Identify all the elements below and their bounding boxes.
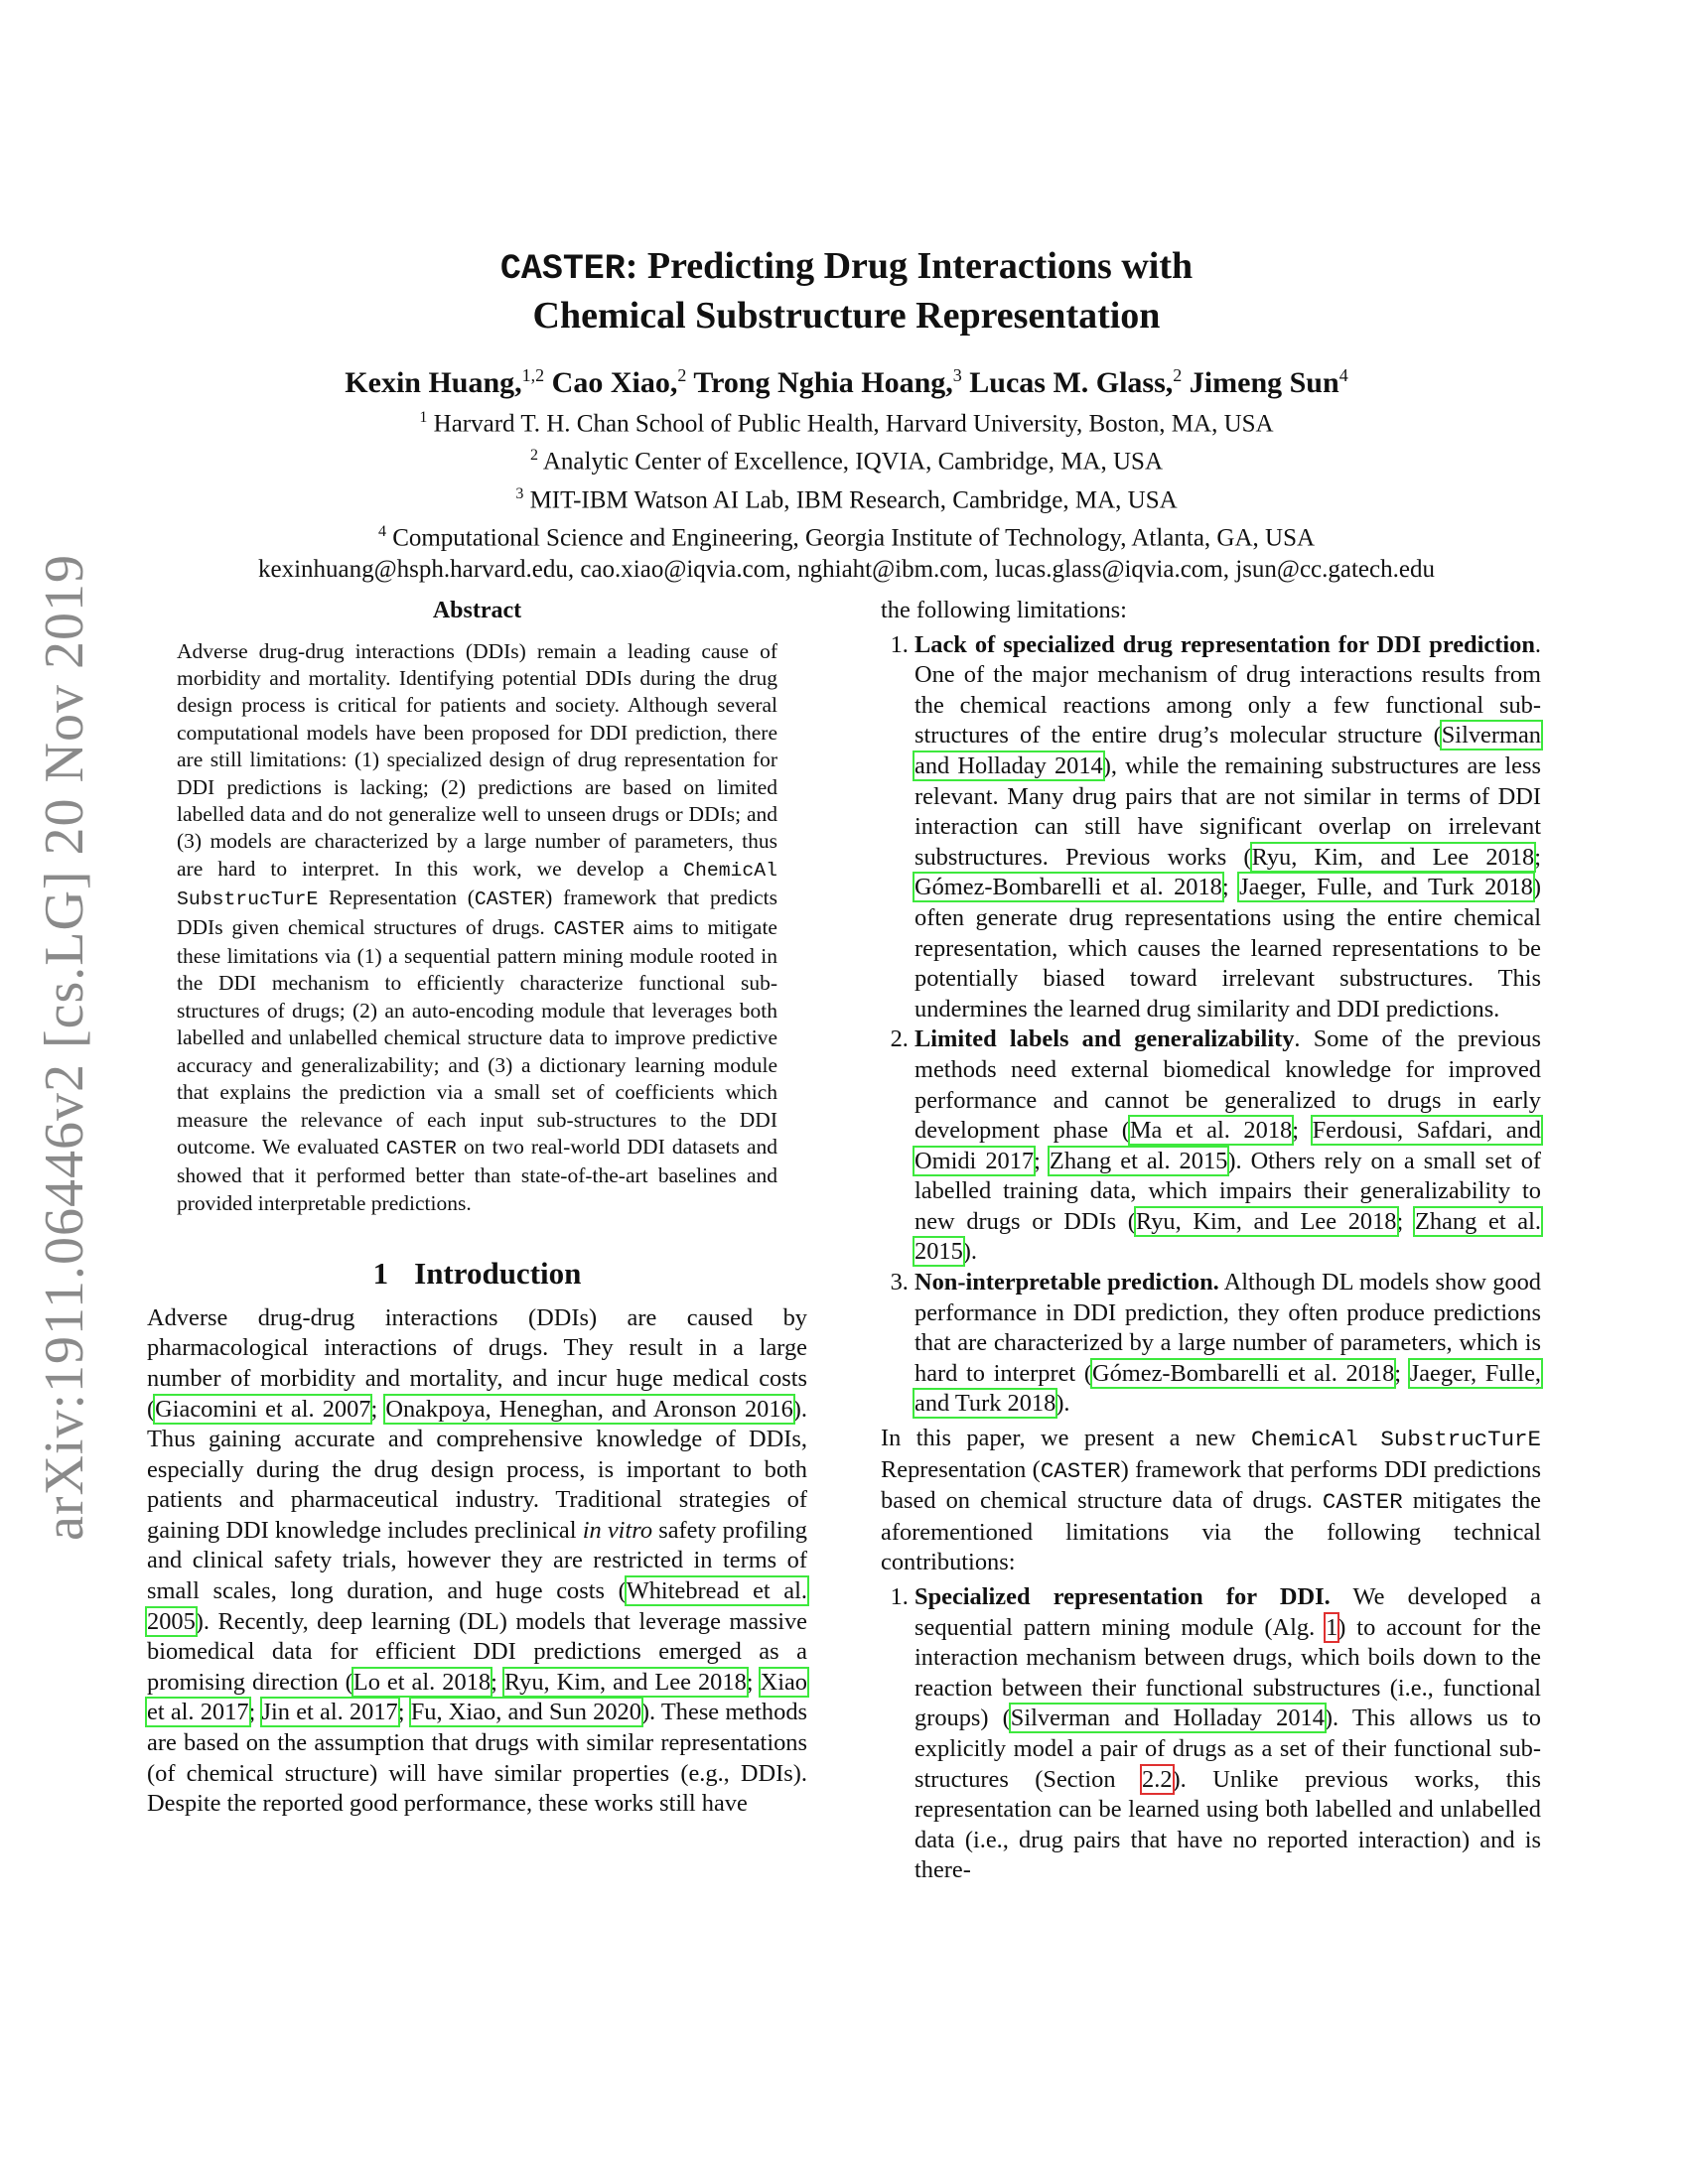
citation-link[interactable]: Jin et al. 2017: [261, 1699, 398, 1726]
author: Lucas M. Glass,$^2$: [969, 365, 1183, 399]
citation-link[interactable]: Ryu, Kim, and Lee 2018: [1251, 843, 1535, 871]
author-emails: kexinhuang@hsph.harvard.edu, cao.xiao@iqvia.com, nghiaht@ibm.com, lucas.glass@iqvia.com, jsun@cc.gatech.edu: [258, 556, 1435, 584]
author: Trong Nghia Hoang,$^3$: [693, 365, 962, 399]
citation-link[interactable]: Ferdousi, Safdari, and Omidi 2017: [914, 1117, 1541, 1174]
contribution-paragraph: In this paper, we present a new ChemicAl SubstrucTurE Representation (CASTER) framework that performs DDI predictions based on chemical structure data of drugs. CASTER mitigates the aforementioned limitations via the following technical contributions:: [881, 1425, 1541, 1576]
list-item: 2. Limited labels and generalizability. Some of the previous methods need external biomedical knowledge for improved performance and cannot be generalized to drugs in early development phase (Ma et al. 2018; Ferdousi, Safdari, and Omidi 2017; Zhang et al. 2015). Others rely on a small set of labelled training data, which impairs their generalizability to new drugs or DDIs (Ryu, Kim, and Lee 2018; Zhang et al. 2015).: [914, 1024, 1541, 1268]
section-heading-introduction: 1 Introduction: [372, 1256, 582, 1292]
arxiv-identifier: arXiv:1911.06446v2 [cs.LG] 20 Nov 2019: [34, 553, 95, 1542]
title-caster: CASTER: [499, 250, 626, 289]
citation-link[interactable]: Ryu, Kim, and Lee 2018: [1135, 1207, 1397, 1235]
citation-link[interactable]: Onakpoya, Heneghan, and Aronson 2016: [385, 1395, 793, 1423]
citation-link[interactable]: Gómez-Bombarelli et al. 2018: [914, 874, 1222, 901]
author: Cao Xiao,$^2$: [551, 365, 687, 399]
citation-link[interactable]: Fu, Xiao, and Sun 2020: [410, 1699, 641, 1726]
citation-link[interactable]: Ma et al. 2018: [1129, 1117, 1293, 1145]
citation-link[interactable]: Jaeger, Fulle, and Turk 2018: [1239, 874, 1533, 901]
right-column: [881, 596, 1541, 1890]
list-item: 1. Lack of specialized drug representation for DDI prediction. One of the major mechanism of drug interactions results from the chemical reactions among only a few functional sub-structures of the entire drug’s molecular structure (Silverman and Holladay 2014), while the remaining substructures are less relevant. Many drug pairs that are not similar in terms of DDI interaction can still have significant overlap on irrelevant substructures. Previous works (Ryu, Kim, and Lee 2018; Gómez-Bombarelli et al. 2018; Jaeger, Fulle, and Turk 2018) often generate drug representations using the entire chemical representation, which causes the learned representations to be potentially biased toward irrelevant substructures. This undermines the learned drug similarity and DDI predictions.: [914, 630, 1541, 1025]
citation-link[interactable]: Ryu, Kim, and Lee 2018: [503, 1668, 747, 1696]
algorithm-ref-link[interactable]: 1: [1326, 1613, 1338, 1641]
section-ref-link[interactable]: 2.2: [1142, 1765, 1173, 1793]
abstract-heading: Abstract: [432, 598, 522, 623]
limitations-lead: the following limitations:: [881, 597, 1127, 623]
limitations-list: [881, 630, 1541, 1420]
affiliation: $^2$ Analytic Center of Excellence, IQVIA, Cambridge, MA, USA: [529, 447, 1163, 476]
citation-link[interactable]: Whitebread et al. 2005: [147, 1577, 807, 1635]
left-column: [147, 596, 807, 1820]
paper-title: CASTER: Predicting Drug Interactions with Chemical Substructure Representation: [499, 245, 1194, 337]
intro-paragraph: Adverse drug-drug interactions (DDIs) are caused by pharmacological interactions of drugs. They result in a large number of morbidity and mortality, and incur huge medical costs (Giacomini et al. 2007; Onakpoya, Heneghan, and Aronson 2016). Thus gaining accurate and comprehensive knowledge of DDIs, especially during the drug design process, is important to both patients and pharmaceutical industry. Traditional strategies of gaining DDI knowledge includes preclinical in vitro safety profiling and clinical safety trials, however they are restricted in terms of small scales, long duration, and huge costs (Whitebread et al. 2005). Recently, deep learning (DL) models that leverage massive biomedical data for efficient DDI predictions emerged as a promising direction (Lo et al. 2018; Ryu, Kim, and Lee 2018; Xiao et al. 2017; Jin et al. 2017; Fu, Xiao, and Sun 2020). These methods are based on the assumption that drugs with similar representations (of chemical structure) will have similar properties (e.g., DDIs). Despite the reported good performance, these works still have: [147, 1303, 808, 1818]
citation-link[interactable]: Xiao et al. 2017: [147, 1668, 808, 1726]
author-list: [149, 356, 1544, 402]
affiliation: $^4$ Computational Science and Engineering, Georgia Institute of Technology, Atlanta, GA, USA: [377, 522, 1316, 552]
abstract-text: Adverse drug-drug interactions (DDIs) remain a leading cause of morbidity and mortality. Identifying potential DDIs during the drug design process is critical for patients and society. Although several computational models have been proposed for DDI prediction, there are still limitations: (1) specialized design of drug representation for DDI predictions is lacking; (2) predictions are based on limited labelled data and do not generalize well to unseen drugs or DDIs; and (3) models are characterized by a large number of parameters, thus are hard to interpret. In this work, we develop a ChemicAl SubstrucTurE Representation (CASTER) framework that predicts DDIs given chemical structures of drugs. CASTER aims to mitigate these limitations via (1) a sequential pattern mining module rooted in the DDI mechanism to efficiently characterize functional sub-structures of drugs; (2) an auto-encoding module that leverages both labelled and unlabelled chemical structure data to improve predictive accuracy and generalizability; and (3) a dictionary learning module that explains the prediction via a small set of coefficients which measure the relevance of each input sub-structures to the DDI outcome. We evaluated CASTER on two real-world DDI datasets and showed that it performed better than state-of-the-art baselines and provided interpretable predictions.: [177, 638, 777, 1215]
citation-link[interactable]: Jaeger, Fulle, and Turk 2018: [914, 1359, 1542, 1418]
arxiv-sidebar-stamp: [20, 536, 109, 1559]
affiliation: $^3$ MIT-IBM Watson AI Lab, IBM Research, Cambridge, MA, USA: [515, 484, 1178, 513]
citation-link[interactable]: Lo et al. 2018: [352, 1668, 492, 1696]
list-item: 3. Non-interpretable prediction. Although DL models show good performance in DDI prediction, they often produce predictions that are characterized by a large number of parameters, which is hard to interpret (Gómez-Bombarelli et al. 2018; Jaeger, Fulle, and Turk 2018).: [914, 1268, 1541, 1420]
author: Kexin Huang,$^{1,2}$: [345, 365, 545, 399]
citation-link[interactable]: Gómez-Bombarelli et al. 2018: [1091, 1359, 1395, 1387]
contributions-list: [881, 1582, 1541, 1886]
author: Jimeng Sun$^4$: [1189, 365, 1348, 399]
citation-link[interactable]: Silverman and Holladay 2014: [1010, 1705, 1325, 1732]
citation-link[interactable]: Giacomini et al. 2007: [155, 1395, 371, 1423]
list-item: 1. Specialized representation for DDI. We developed a sequential pattern mining module (Alg. 1) to account for the interaction mechanism between drugs, which boils down to the reaction between their functional substructures (i.e., functional groups) (Silverman and Holladay 2014). This allows us to explicitly model a pair of drugs as a set of their functional sub-structures (Section 2.2). Unlike previous works, this representation can be learned using both labelled and unlabelled data (i.e., drug pairs that have no reported interaction) and is there-: [914, 1582, 1541, 1886]
affiliation: $^1$ Harvard T. H. Chan School of Public Health, Harvard University, Boston, MA, USA: [419, 409, 1274, 438]
citation-link[interactable]: Zhang et al. 2015: [914, 1207, 1542, 1266]
citation-link[interactable]: Silverman and Holladay 2014: [914, 722, 1541, 779]
citation-link[interactable]: Zhang et al. 2015: [1049, 1147, 1228, 1174]
paper-header: [149, 243, 1544, 586]
